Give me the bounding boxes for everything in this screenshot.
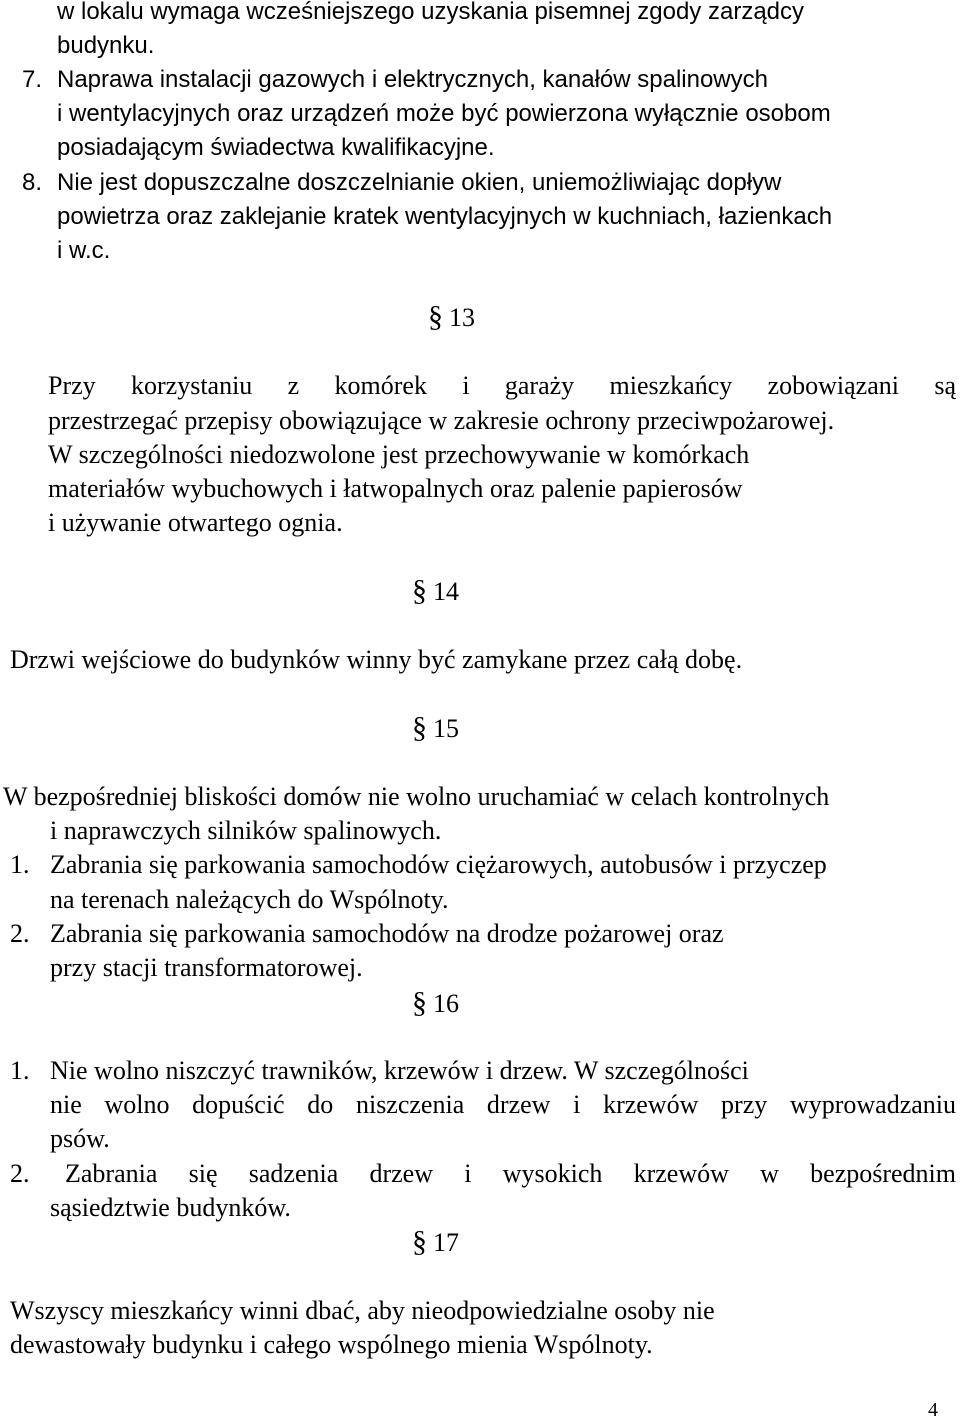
text-line: W bezpośredniej bliskości domów nie wolno uruchamiać w celach kontrolnych (3, 782, 830, 811)
text-line: materiałów wybuchowych i łatwopalnych oraz palenie papierosów (48, 474, 743, 503)
text-line: sąsiedztwie budynków. (50, 1193, 291, 1222)
section-sign: § (412, 574, 427, 607)
list-number: 2. (10, 919, 30, 948)
text-line: przy stacji transformatorowej. (50, 953, 363, 982)
list-number: 1. (10, 850, 30, 879)
list-number: 8. (22, 169, 43, 196)
text-line: Nie jest dopuszczalne doszczelnianie okien, uniemożliwiając dopływ (57, 169, 782, 196)
text-line: i w.c. (57, 237, 111, 264)
section-sign: § (428, 300, 443, 333)
text-line: nie wolno dopuścić do niszczenia drzew i krzewów przy wyprowadzaniu (50, 1090, 956, 1119)
text-line: posiadającym świadectwa kwalifikacyjne. (57, 134, 495, 161)
text-line: W szczególności niedozwolone jest przechowywanie w komórkach (48, 440, 750, 469)
section-heading (428, 300, 475, 334)
page-number: 4 (928, 1399, 938, 1421)
text-line: i wentylacyjnych oraz urządzeń może być powierzona wyłącznie osobom (57, 100, 831, 127)
section-heading (412, 711, 459, 745)
section-number: 15 (433, 714, 459, 743)
text-line: Zabrania się parkowania samochodów na drodze pożarowej oraz (50, 919, 724, 948)
list-number: 2. (10, 1159, 30, 1188)
section-heading (412, 986, 459, 1020)
section-number: 17 (433, 1228, 459, 1257)
section-number: 14 (433, 577, 459, 606)
text-line: Drzwi wejściowe do budynków winny być zamykane przez całą dobę. (10, 645, 743, 674)
text-line: Zabrania się parkowania samochodów ciężarowych, autobusów i przyczep (50, 850, 827, 879)
text-line: powietrza oraz zaklejanie kratek wentylacyjnych w kuchniach, łazienkach (57, 203, 833, 230)
text-line: Zabrania się sadzenia drzew i wysokich krzewów w bezpośrednim (65, 1159, 956, 1188)
text-line: Naprawa instalacji gazowych i elektrycznych, kanałów spalinowych (57, 66, 768, 93)
text-line: Przy korzystaniu z komórek i garaży mieszkańcy zobowiązani są (48, 371, 956, 400)
text-line: przestrzegać przepisy obowiązujące w zakresie ochrony przeciwpożarowej. (48, 406, 835, 435)
text-line: i naprawczych silników spalinowych. (50, 816, 442, 845)
text-line: budynku. (57, 32, 155, 59)
text-line: dewastowały budynku i całego wspólnego mienia Wspólnoty. (10, 1330, 653, 1359)
text-line: i używanie otwartego ognia. (48, 508, 343, 537)
section-heading (412, 1225, 459, 1259)
text-line: psów. (50, 1124, 110, 1153)
list-number: 7. (22, 66, 43, 93)
section-sign: § (412, 1225, 427, 1258)
section-number: 13 (449, 303, 475, 332)
section-number: 16 (433, 989, 459, 1018)
section-sign: § (412, 711, 427, 744)
section-heading (412, 574, 459, 608)
text-line: Nie wolno niszczyć trawników, krzewów i drzew. W szczególności (50, 1056, 749, 1085)
text-line: w lokalu wymaga wcześniejszego uzyskania pisemnej zgody zarządcy (57, 0, 805, 25)
text-line: Wszyscy mieszkańcy winni dbać, aby nieodpowiedzialne osoby nie (10, 1296, 715, 1325)
text-line: na terenach należących do Wspólnoty. (50, 885, 449, 914)
section-sign: § (412, 986, 427, 1019)
list-number: 1. (10, 1056, 30, 1085)
